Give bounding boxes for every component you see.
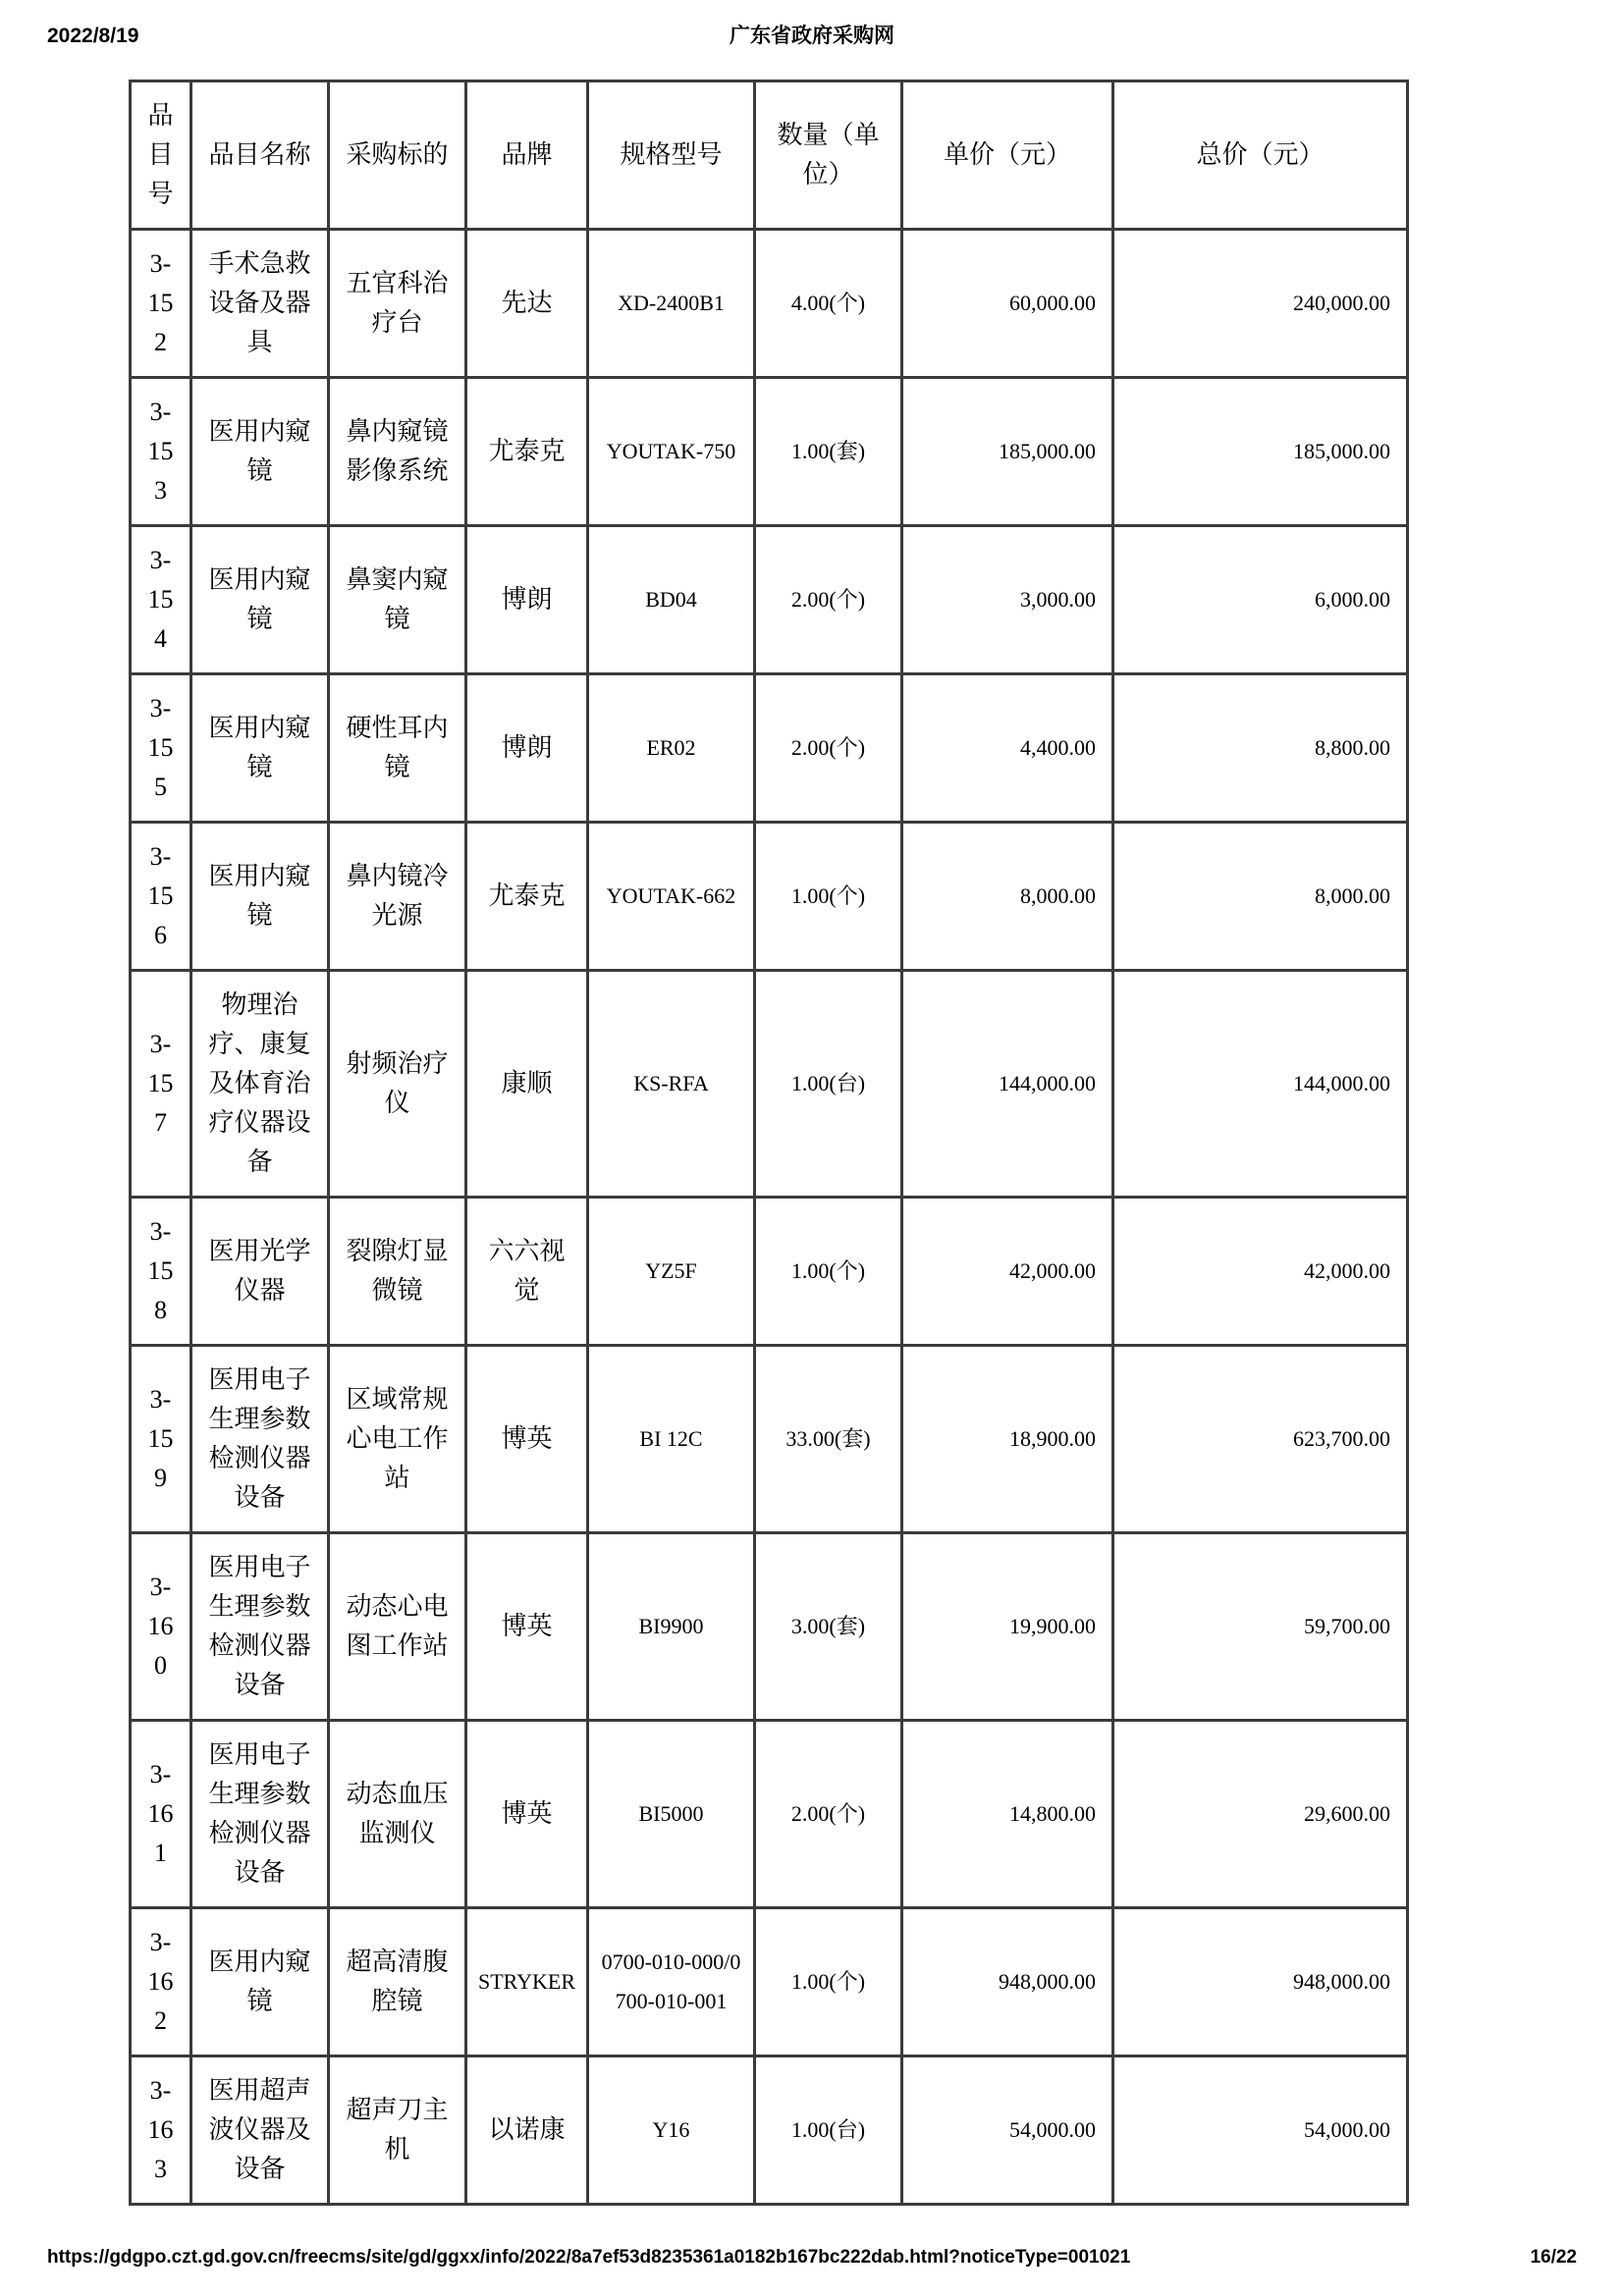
table-row (131, 526, 1408, 674)
cell-item-name: 医用光学仪器 (191, 1198, 329, 1346)
cell-total-price: 8,000.00 (1113, 823, 1408, 971)
table-row (131, 674, 1408, 823)
cell-item-name: 医用电子生理参数检测仪器设备 (191, 1533, 329, 1721)
cell-unit-price: 54,000.00 (902, 2056, 1113, 2205)
print-header (47, 22, 1577, 51)
cell-unit-price: 185,000.00 (902, 378, 1113, 526)
cell-model: Y16 (588, 2056, 755, 2205)
cell-quantity: 1.00(套) (755, 378, 902, 526)
cell-brand: 博朗 (466, 526, 588, 674)
cell-item-no: 3-155 (131, 674, 191, 823)
table-row (131, 823, 1408, 971)
column-header-quantity: 数量（单位） (755, 81, 902, 230)
cell-model: BD04 (588, 526, 755, 674)
cell-model: XD-2400B1 (588, 230, 755, 378)
cell-unit-price: 8,000.00 (902, 823, 1113, 971)
cell-total-price: 29,600.00 (1113, 1721, 1408, 1908)
cell-item-name: 手术急救设备及器具 (191, 230, 329, 378)
cell-item-name: 医用内窥镜 (191, 674, 329, 823)
cell-quantity: 2.00(个) (755, 674, 902, 823)
cell-model: BI9900 (588, 1533, 755, 1721)
print-footer (47, 2245, 1577, 2270)
cell-total-price: 948,000.00 (1113, 1908, 1408, 2056)
cell-target: 区域常规心电工作站 (329, 1346, 466, 1533)
table-row (131, 230, 1408, 378)
column-header-model: 规格型号 (588, 81, 755, 230)
column-header-item-name: 品目名称 (191, 81, 329, 230)
cell-item-no: 3-160 (131, 1533, 191, 1721)
cell-quantity: 2.00(个) (755, 1721, 902, 1908)
cell-total-price: 623,700.00 (1113, 1346, 1408, 1533)
cell-quantity: 1.00(台) (755, 971, 902, 1198)
table-row (131, 1346, 1408, 1533)
cell-unit-price: 14,800.00 (902, 1721, 1113, 1908)
cell-unit-price: 19,900.00 (902, 1533, 1113, 1721)
cell-item-name: 医用内窥镜 (191, 823, 329, 971)
cell-model: YOUTAK-662 (588, 823, 755, 971)
procurement-table (129, 80, 1409, 2206)
cell-target: 鼻内镜冷光源 (329, 823, 466, 971)
cell-item-no: 3-154 (131, 526, 191, 674)
cell-brand: 博英 (466, 1721, 588, 1908)
cell-total-price: 59,700.00 (1113, 1533, 1408, 1721)
cell-total-price: 6,000.00 (1113, 526, 1408, 674)
cell-item-no: 3-152 (131, 230, 191, 378)
cell-item-name: 医用电子生理参数检测仪器设备 (191, 1721, 329, 1908)
cell-item-name: 医用内窥镜 (191, 1908, 329, 2056)
cell-model: YZ5F (588, 1198, 755, 1346)
cell-brand: 先达 (466, 230, 588, 378)
cell-unit-price: 144,000.00 (902, 971, 1113, 1198)
cell-brand: STRYKER (466, 1908, 588, 2056)
cell-target: 超声刀主机 (329, 2056, 466, 2205)
cell-brand: 以诺康 (466, 2056, 588, 2205)
cell-target: 射频治疗仪 (329, 971, 466, 1198)
cell-brand: 尤泰克 (466, 823, 588, 971)
column-header-unit-price: 单价（元） (902, 81, 1113, 230)
table-row (131, 378, 1408, 526)
cell-quantity: 1.00(个) (755, 823, 902, 971)
table-row (131, 1198, 1408, 1346)
cell-quantity: 4.00(个) (755, 230, 902, 378)
cell-model: BI5000 (588, 1721, 755, 1908)
cell-target: 硬性耳内镜 (329, 674, 466, 823)
cell-model: 0700-010-000/0700-010-001 (588, 1908, 755, 2056)
cell-total-price: 54,000.00 (1113, 2056, 1408, 2205)
cell-brand: 尤泰克 (466, 378, 588, 526)
cell-quantity: 1.00(个) (755, 1908, 902, 2056)
cell-model: YOUTAK-750 (588, 378, 755, 526)
cell-quantity: 2.00(个) (755, 526, 902, 674)
cell-brand: 康顺 (466, 971, 588, 1198)
table-body (131, 230, 1408, 2205)
column-header-item-no: 品目号 (131, 81, 191, 230)
cell-quantity: 1.00(个) (755, 1198, 902, 1346)
cell-target: 裂隙灯显微镜 (329, 1198, 466, 1346)
cell-unit-price: 948,000.00 (902, 1908, 1113, 2056)
cell-item-no: 3-158 (131, 1198, 191, 1346)
cell-total-price: 185,000.00 (1113, 378, 1408, 526)
cell-unit-price: 3,000.00 (902, 526, 1113, 674)
cell-total-price: 240,000.00 (1113, 230, 1408, 378)
cell-total-price: 144,000.00 (1113, 971, 1408, 1198)
cell-item-no: 3-156 (131, 823, 191, 971)
table-row (131, 1721, 1408, 1908)
cell-item-no: 3-161 (131, 1721, 191, 1908)
cell-target: 五官科治疗台 (329, 230, 466, 378)
cell-quantity: 33.00(套) (755, 1346, 902, 1533)
cell-brand: 博朗 (466, 674, 588, 823)
cell-item-name: 医用内窥镜 (191, 378, 329, 526)
cell-unit-price: 18,900.00 (902, 1346, 1113, 1533)
cell-total-price: 8,800.00 (1113, 674, 1408, 823)
cell-brand: 博英 (466, 1346, 588, 1533)
column-header-total-price: 总价（元） (1113, 81, 1408, 230)
table-row (131, 1908, 1408, 2056)
cell-brand: 六六视觉 (466, 1198, 588, 1346)
table-row (131, 2056, 1408, 2205)
cell-model: KS-RFA (588, 971, 755, 1198)
cell-item-no: 3-163 (131, 2056, 191, 2205)
cell-unit-price: 4,400.00 (902, 674, 1113, 823)
cell-item-no: 3-157 (131, 971, 191, 1198)
cell-target: 鼻窦内窥镜 (329, 526, 466, 674)
cell-item-name: 医用超声波仪器及设备 (191, 2056, 329, 2205)
cell-item-no: 3-162 (131, 1908, 191, 2056)
header-row (131, 81, 1408, 230)
print-date: 2022/8/19 (47, 25, 139, 47)
cell-quantity: 3.00(套) (755, 1533, 902, 1721)
cell-model: ER02 (588, 674, 755, 823)
column-header-brand: 品牌 (466, 81, 588, 230)
cell-model: BI 12C (588, 1346, 755, 1533)
cell-target: 动态血压监测仪 (329, 1721, 466, 1908)
cell-unit-price: 42,000.00 (902, 1198, 1113, 1346)
site-title: 广东省政府采购网 (730, 25, 894, 47)
source-url: https://gdgpo.czt.gd.gov.cn/freecms/site/gd/ggxx/info/2022/8a7ef53d8235361a0182b167bc222dab.html?noticeType=001021 (47, 2247, 1131, 2268)
cell-target: 动态心电图工作站 (329, 1533, 466, 1721)
table-row (131, 971, 1408, 1198)
cell-brand: 博英 (466, 1533, 588, 1721)
cell-target: 鼻内窥镜影像系统 (329, 378, 466, 526)
cell-item-no: 3-159 (131, 1346, 191, 1533)
cell-quantity: 1.00(台) (755, 2056, 902, 2205)
page-indicator: 16/22 (1530, 2247, 1577, 2268)
cell-total-price: 42,000.00 (1113, 1198, 1408, 1346)
table-row (131, 1533, 1408, 1721)
cell-item-name: 物理治疗、康复及体育治疗仪器设备 (191, 971, 329, 1198)
column-header-target: 采购标的 (329, 81, 466, 230)
cell-unit-price: 60,000.00 (902, 230, 1113, 378)
cell-item-name: 医用电子生理参数检测仪器设备 (191, 1346, 329, 1533)
cell-target: 超高清腹腔镜 (329, 1908, 466, 2056)
cell-item-no: 3-153 (131, 378, 191, 526)
cell-item-name: 医用内窥镜 (191, 526, 329, 674)
